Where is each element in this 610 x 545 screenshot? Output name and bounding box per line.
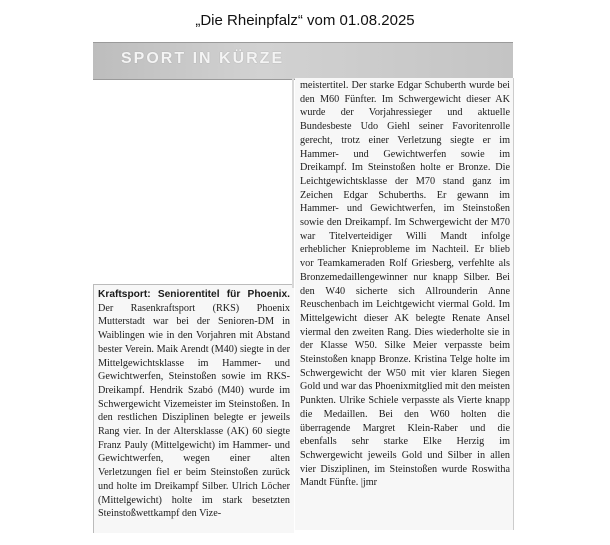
article-right-column bbox=[300, 79, 510, 531]
article-left-text: Der Rasenkraftsport (RKS) Phoenix Mutterstadt war bei der Senioren-DM in Waiblingen wie in den Vorjahren mit Abstand bester Verein. Maik Arendt (M40) siegte in der Mittelgewichtsklasse im Hammer- und Gewichtwerfen, Steinstoßen sowie im RKS-Dreikampf. Hendrik Szabó (M40) wurde im Schwergewicht Vizemeister im Steinstoßen. In den restlichen Disziplinen belegte er jeweils Rang vier. In der Altersklasse (AK) 60 siegte Franz Pauly (Mittelgewicht) im Hammer- und Gewichtwerfen, wegen einer alten Verletzungen fiel er beim Steinstoßen zurück und holte im Dreikampf Silber. Ulrich Löcher (Mittelgewicht) holte im stark besetzten Steinstoßwettkampf den Vize- bbox=[98, 302, 290, 520]
section-banner bbox=[93, 42, 513, 80]
article-headline: Kraftsport: Seniorentitel für Phoenix. bbox=[98, 289, 290, 300]
section-title: SPORT IN KÜRZE bbox=[121, 50, 285, 67]
article-left-column bbox=[98, 288, 290, 532]
column-gap-shadow bbox=[292, 78, 294, 288]
article-right-text: meistertitel. Der starke Edgar Schuberth wurde bei den M60 Fünfter. Im Schwergewicht dieser AK wurde der Vorjahressieger und aktuelle Bundesbeste Udo Giehl seiner Favoritenrolle gerecht, trotz einer Verletzung siegte er im Hammer- und Gewichtwerfen sowie im Dreikampf. Im Steinstoßen holte er Bronze. Die Leichtgewichtsklasse der M70 stand ganz im Zeichen Edgar Schuberths. Er gewann im Hammer- und Gewichtwerfen, im Steinstoßen sowie den Dreikampf. Im Schwergewicht der M70 war Titelverteidiger Willi Mandt infolge erheblicher Knieprobleme im Nachteil. Er blieb vor Teamkameraden Rolf Griesberg, verfehlte als Bronzemedaillengewinner nur knapp Silber. Bei den W40 sicherte sich Allrounderin Anne Reuschenbach im Leichtgewicht viermal Gold. Im Mittelgewicht dieser AK belegte Renate Ansel viermal den zweiten Rang. Dies wiederholte sie in der Klasse W50. Silke Meier verpasste beim Steinstoßen knapp Bronze. Kristina Telge holte im Schwergewicht der W50 mit vier klaren Siegen Gold und war das Phoenixmitglied mit den meisten Punkten. Ulrike Schiele verpasste als Vierte knapp die Medaillen. Bei den W60 holten die überragende Margret Klein-Raber und die ebenfalls sehr starke Elke Herzig im Schwergewicht jeweils Gold und Silber in allen vier Disziplinen, im Steinstoßen wurde Roswitha Mandt Fünfte. |jmr bbox=[300, 80, 510, 489]
source-caption: „Die Rheinpfalz“ vom 01.08.2025 bbox=[195, 12, 415, 29]
